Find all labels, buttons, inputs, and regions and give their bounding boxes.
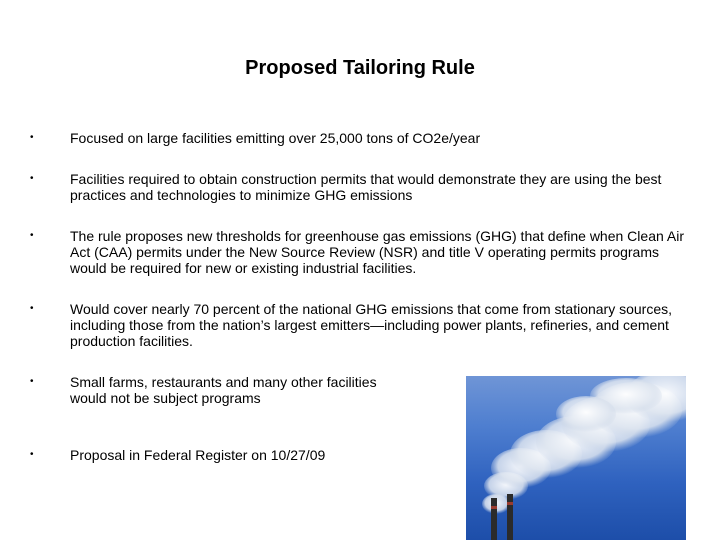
slide-title: Proposed Tailoring Rule [245,57,475,79]
bullet-text: Proposal in Federal Register on 10/27/09 [70,447,326,463]
bullet-text: The rule proposes new thresholds for greenhouse gas emissions (GHG) that define when Clean Air Act (CAA) permits under the New Source Review (NSR) and title V operating permits programs would be required for new or existing industrial facilities. [70,228,684,276]
bullet-icon: • [30,303,34,314]
bullet-icon: • [30,449,34,460]
bullet-text: Facilities required to obtain construction permits that would demonstrate they are using the best practices and technologies to minimize GHG emissions [70,171,662,203]
smokestack-icon [466,376,686,540]
bullet-icon: • [30,132,34,143]
bullet-text: Focused on large facilities emitting over 25,000 tons of CO2e/year [70,130,481,146]
bullet-text: Would cover nearly 70 percent of the national GHG emissions that come from stationary sources, including those from the nation’s largest emitters—including power plants, refineries, and cement production facilities. [70,301,673,349]
bullet-icon: • [30,230,34,241]
bullet-icon: • [30,376,34,387]
bullet-text: Small farms, restaurants and many other facilities would not be subject programs [70,374,377,406]
smokestack-emissions-photo [466,376,686,540]
bullet-icon: • [30,173,34,184]
